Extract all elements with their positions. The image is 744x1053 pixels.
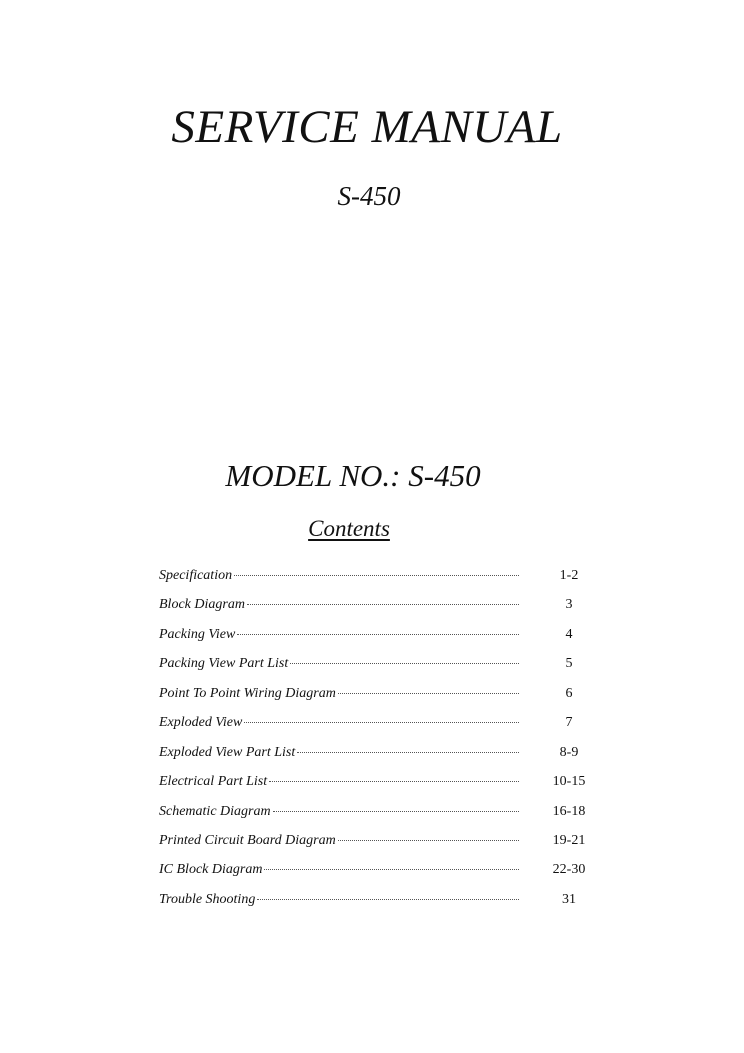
toc-entry bbox=[159, 774, 599, 803]
toc-dot-leader bbox=[247, 604, 519, 605]
toc-entry-label: Electrical Part List bbox=[159, 774, 268, 790]
toc-entry-label: IC Block Diagram bbox=[159, 862, 263, 878]
toc-dot-leader bbox=[257, 899, 519, 900]
toc-entry-label: Schematic Diagram bbox=[159, 803, 271, 819]
toc-entry bbox=[159, 686, 599, 715]
toc-dot-leader bbox=[244, 722, 519, 723]
toc-entry-pages: 3 bbox=[565, 597, 573, 613]
toc-entry-pages: 19-21 bbox=[552, 832, 586, 848]
toc-entry-pages: 31 bbox=[562, 891, 576, 907]
toc-entry-pages: 22-30 bbox=[552, 862, 586, 878]
toc-entry-label: Point To Point Wiring Diagram bbox=[159, 685, 336, 701]
toc-entry bbox=[159, 745, 599, 774]
toc-dot-leader bbox=[297, 752, 519, 753]
toc-entry-pages: 4 bbox=[565, 626, 573, 642]
toc-dot-leader bbox=[338, 693, 519, 694]
toc-entry-label: Packing View Part List bbox=[159, 656, 289, 672]
model-number-heading: MODEL NO.: S-450 bbox=[225, 458, 481, 493]
toc-dot-leader bbox=[264, 869, 519, 870]
toc-entry-label: Exploded View bbox=[159, 715, 243, 731]
toc-entry-pages: 1-2 bbox=[559, 568, 579, 583]
toc-entry-pages: 8-9 bbox=[559, 744, 579, 760]
toc-entry-pages: 7 bbox=[565, 715, 573, 731]
toc-dot-leader bbox=[338, 840, 519, 841]
toc-entry-pages: 16-18 bbox=[552, 803, 586, 819]
toc-entry-label: Block Diagram bbox=[159, 597, 245, 613]
toc-dot-leader bbox=[269, 781, 519, 782]
toc-entry-label: Printed Circuit Board Diagram bbox=[159, 832, 336, 848]
toc-entry bbox=[159, 715, 599, 744]
toc-entry bbox=[159, 568, 599, 597]
toc-entry bbox=[159, 804, 599, 833]
toc-entry-label: Specification bbox=[159, 568, 233, 583]
toc-entry bbox=[159, 656, 599, 685]
toc-dot-leader bbox=[290, 663, 519, 664]
toc-entry bbox=[159, 627, 599, 656]
toc-entry bbox=[159, 862, 599, 891]
document-title: SERVICE MANUAL bbox=[171, 101, 563, 153]
toc-entry-label: Exploded View Part List bbox=[159, 744, 296, 760]
toc-entry-pages: 5 bbox=[565, 656, 573, 672]
table-of-contents bbox=[159, 568, 599, 921]
toc-entry-label: Packing View bbox=[159, 626, 236, 642]
toc-dot-leader bbox=[234, 575, 519, 576]
toc-entry-pages: 10-15 bbox=[552, 774, 586, 790]
toc-entry bbox=[159, 833, 599, 862]
toc-dot-leader bbox=[273, 811, 519, 812]
toc-entry-pages: 6 bbox=[565, 685, 573, 701]
document-subtitle: S-450 bbox=[337, 181, 401, 211]
toc-entry bbox=[159, 892, 599, 921]
toc-entry-label: Trouble Shooting bbox=[159, 891, 256, 907]
contents-heading: Contents bbox=[308, 516, 390, 541]
toc-dot-leader bbox=[237, 634, 519, 635]
toc-entry bbox=[159, 597, 599, 626]
